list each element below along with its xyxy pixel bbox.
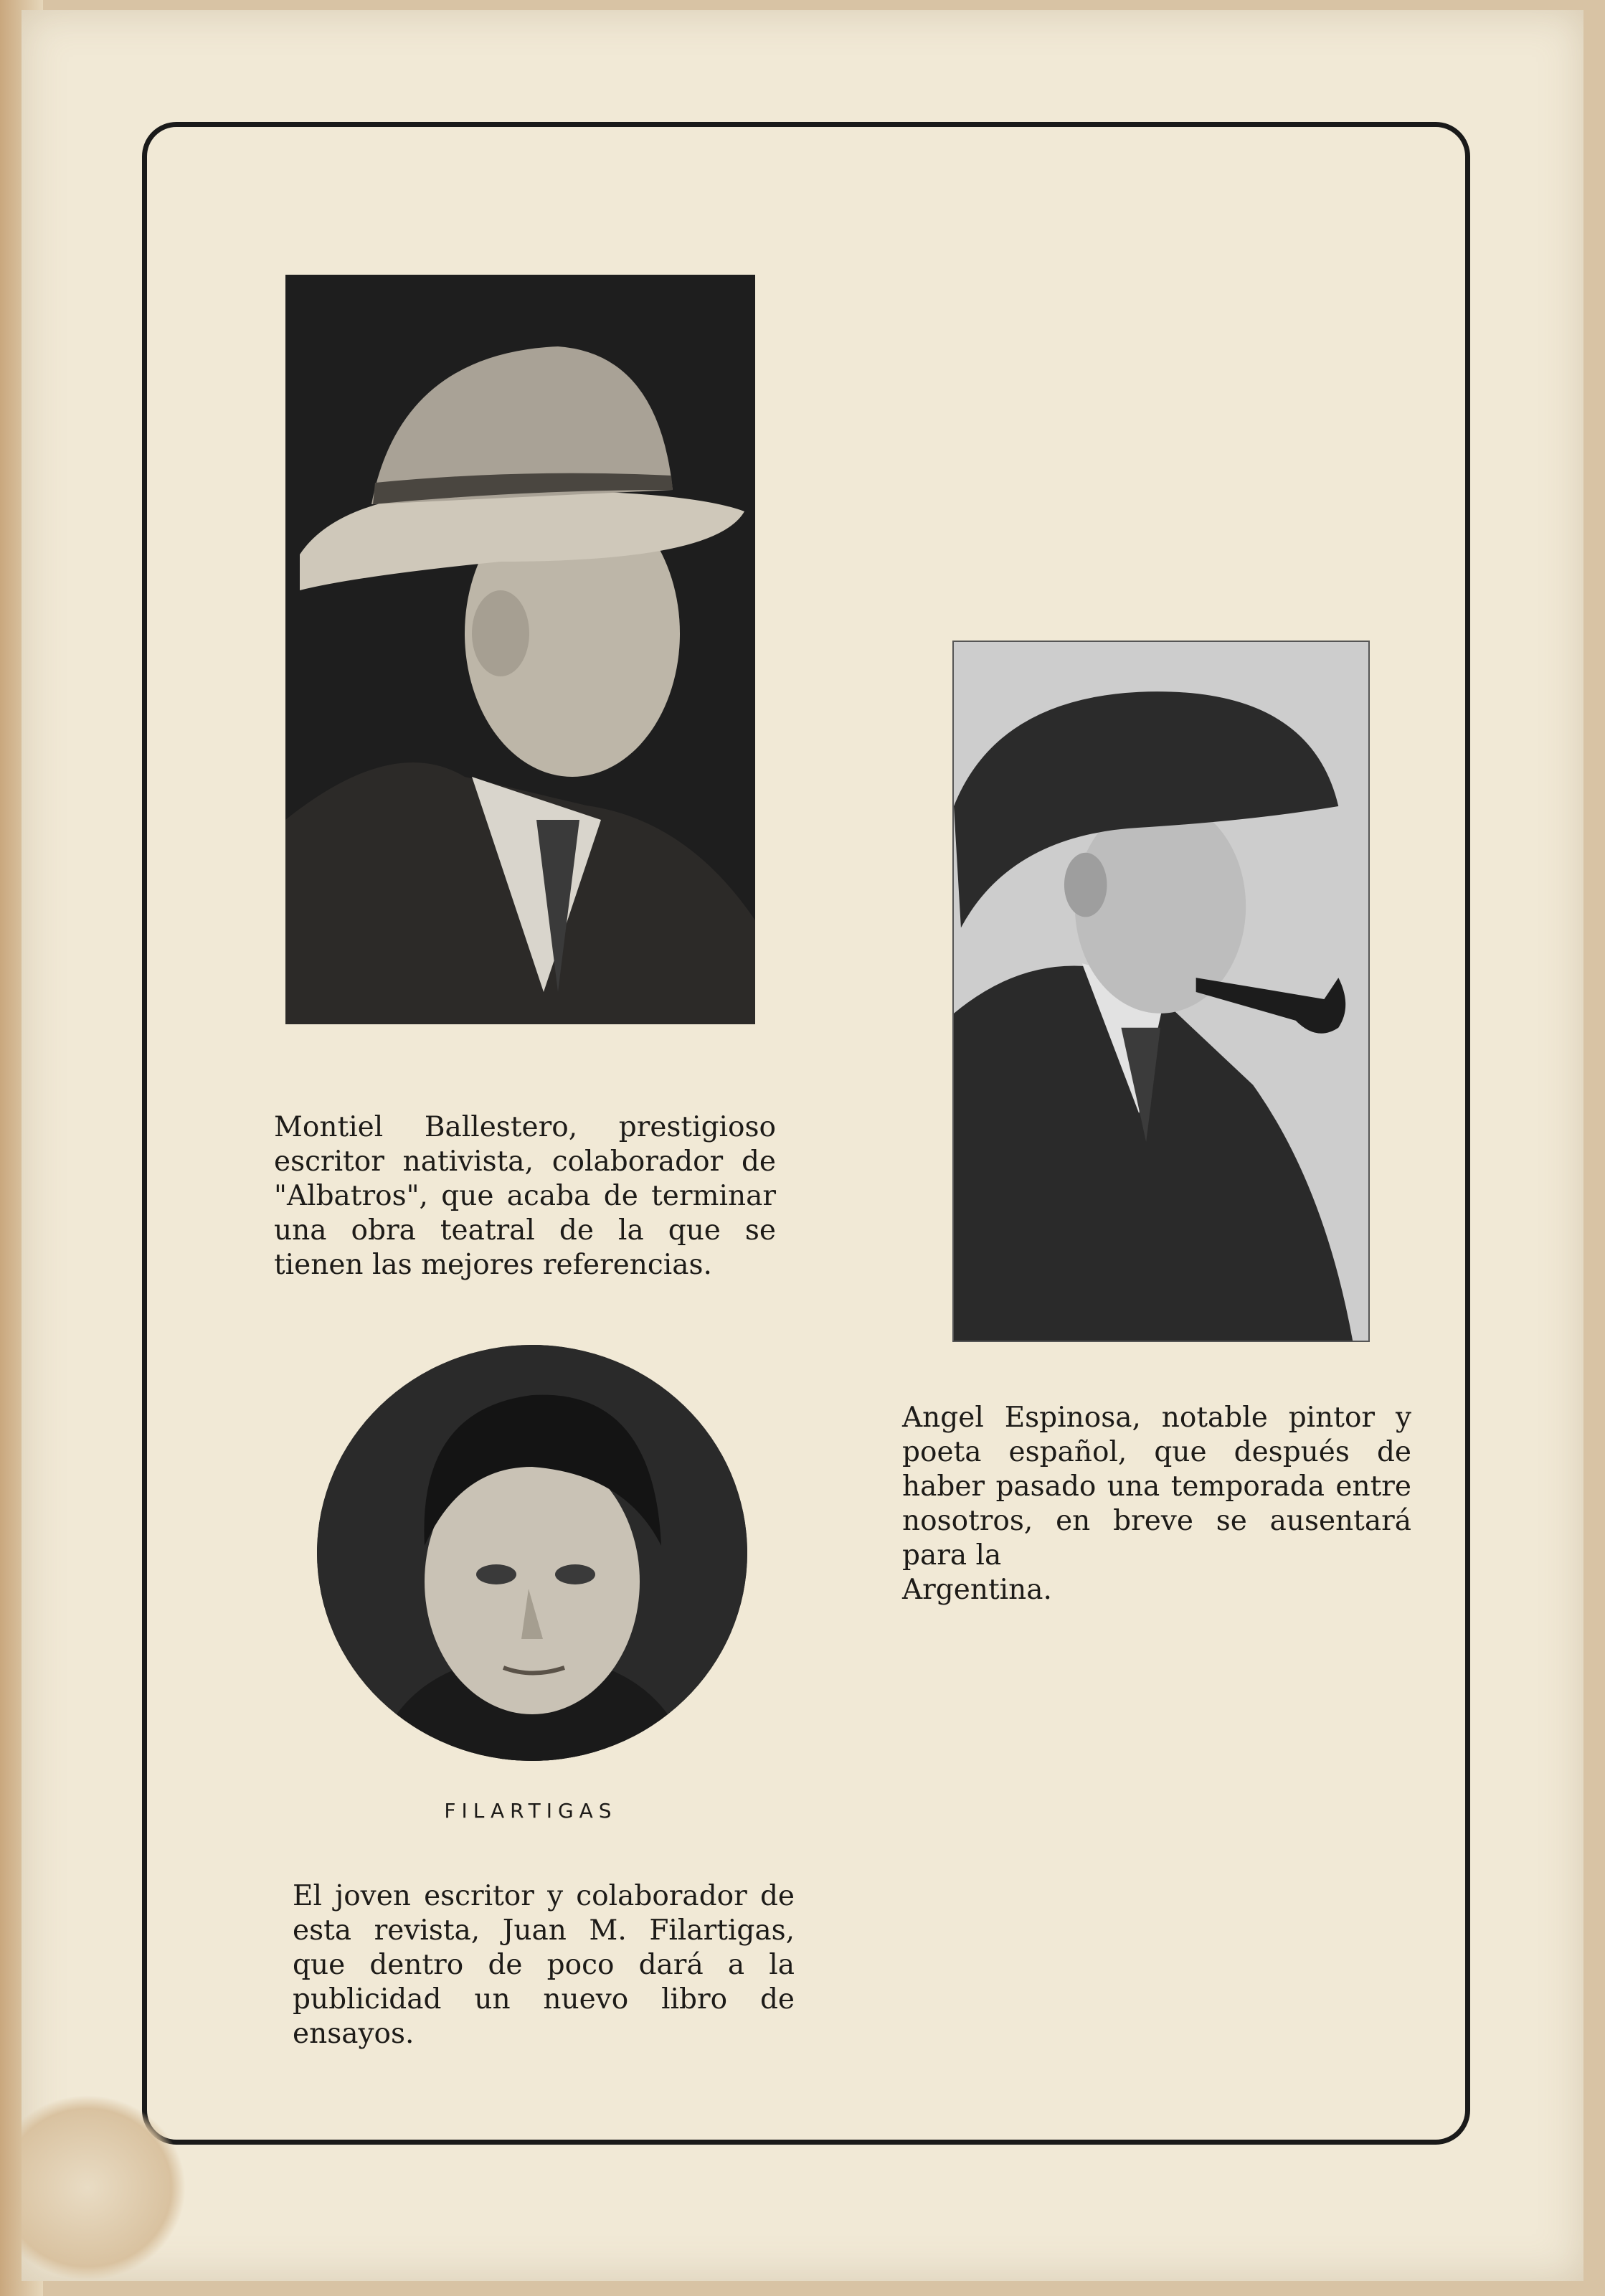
paper-stain [22,2094,186,2281]
caption-espinosa-last: Argentina. [902,1574,1052,1606]
portrait-photo-filartigas [317,1345,747,1761]
photo-label-filartigas: FILARTIGAS [444,1799,617,1823]
portrait-photo-ballestero [285,275,755,1024]
portrait-photo-espinosa [952,641,1370,1342]
caption-ballestero: Montiel Ballestero, prestigioso escritor nativista, colaborador de "Albatros", que acaba de terminar una obra teatral de la que se tienen las mejores referencias. [274,1111,776,1281]
caption-espinosa [902,1401,1411,1607]
caption-espinosa-main: Angel Espinosa, notable pintor y poeta español, que después de haber pasado una temporada entre nosotros, en breve se ausentará para la [902,1402,1411,1572]
caption-filartigas: El joven escritor y colaborador de esta revista, Juan M. Filartigas, que dentro de poco dará a la publicidad un nuevo libro de ensayos. [293,1880,795,2050]
